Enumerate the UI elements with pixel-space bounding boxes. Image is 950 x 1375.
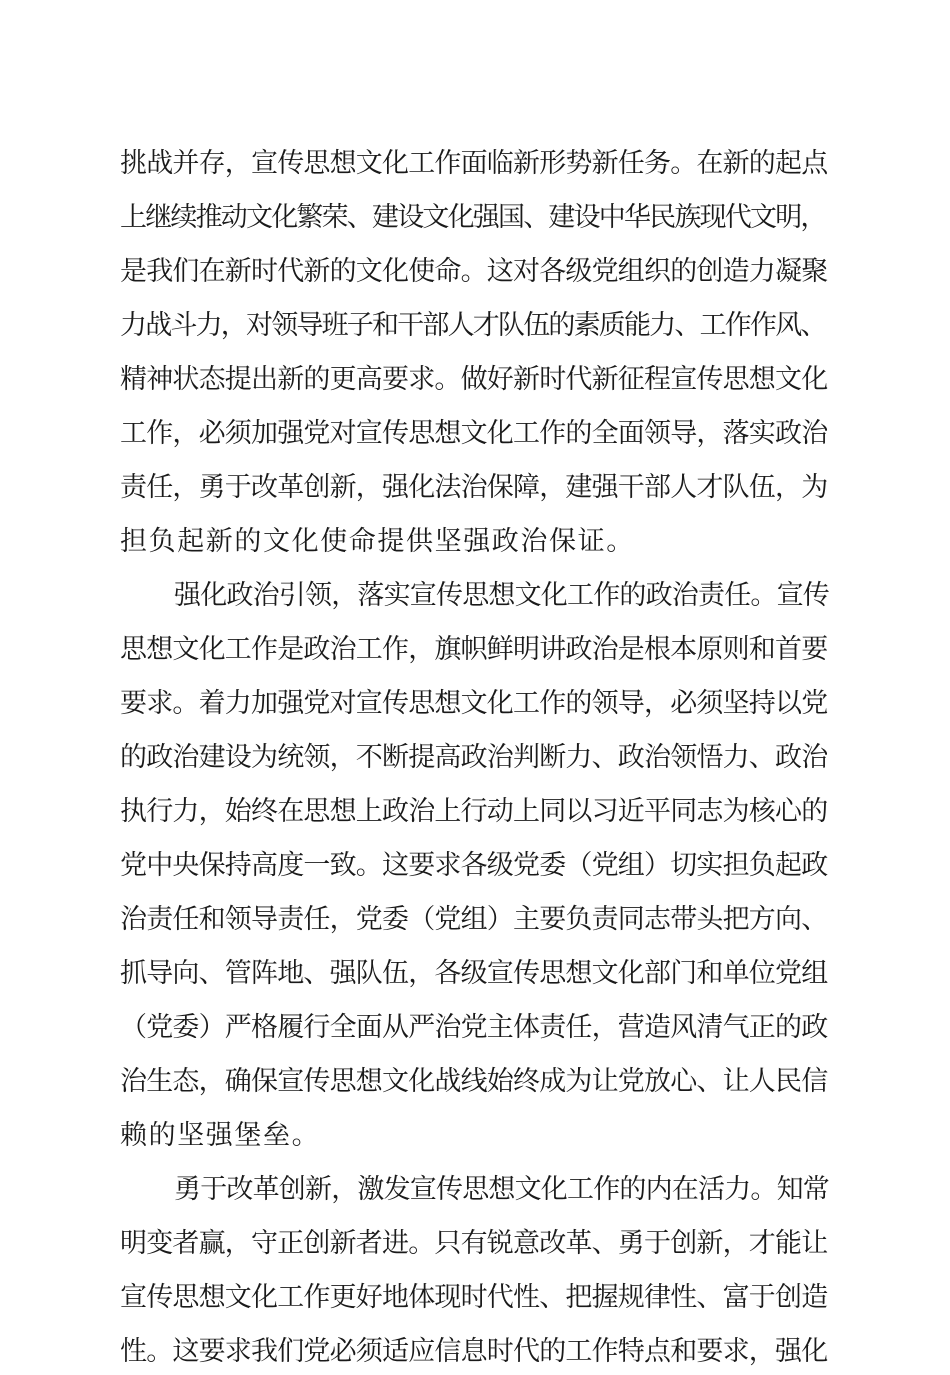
text-line: 赖的坚强堡垒。: [120, 1120, 321, 1151]
text-line: 要求。着力加强党对宣传思想文化工作的领导，必须坚持以党: [120, 688, 828, 719]
text-line: 挑战并存，宣传思想文化工作面临新形势新任务。在新的起点: [120, 148, 828, 179]
text-line: 责任，勇于改革创新，强化法治保障，建强干部人才队伍，为: [120, 472, 828, 503]
text-line: 是我们在新时代新的文化使命。这对各级党组织的创造力凝聚: [120, 256, 828, 287]
text-line: 治生态，确保宣传思想文化战线始终成为让党放心、让人民信: [120, 1066, 828, 1097]
text-line: 勇于改革创新，激发宣传思想文化工作的内在活力。知常: [174, 1174, 829, 1205]
text-line: 力战斗力，对领导班子和干部人才队伍的素质能力、工作作风、: [120, 310, 826, 341]
text-line: 强化政治引领，落实宣传思想文化工作的政治责任。宣传: [174, 580, 829, 611]
text-line: 工作，必须加强党对宣传思想文化工作的全面领导，落实政治: [120, 418, 828, 449]
text-line: 明变者赢，守正创新者进。只有锐意改革、勇于创新，才能让: [120, 1228, 828, 1259]
text-line: 担负起新的文化使命提供坚强政治保证。: [120, 526, 635, 557]
text-line: 精神状态提出新的更高要求。做好新时代新征程宣传思想文化: [120, 364, 828, 395]
text-line: 党中央保持高度一致。这要求各级党委（党组）切实担负起政: [120, 850, 828, 881]
text-line: 宣传思想文化工作更好地体现时代性、把握规律性、富于创造: [120, 1282, 828, 1313]
text-line: 执行力，始终在思想上政治上行动上同以习近平同志为核心的: [120, 796, 828, 827]
text-line: （党委）严格履行全面从严治党主体责任，营造风清气正的政: [120, 1012, 828, 1043]
text-line: 治责任和领导责任，党委（党组）主要负责同志带头把方向、: [120, 904, 828, 935]
text-line: 上继续推动文化繁荣、建设文化强国、建设中华民族现代文明，: [120, 202, 826, 233]
text-line: 性。这要求我们党必须适应信息时代的工作特点和要求，强化: [120, 1336, 828, 1367]
text-line: 抓导向、管阵地、强队伍，各级宣传思想文化部门和单位党组: [120, 958, 828, 989]
text-line: 的政治建设为统领，不断提高政治判断力、政治领悟力、政治: [120, 742, 828, 773]
text-line: 思想文化工作是政治工作，旗帜鲜明讲政治是根本原则和首要: [120, 634, 828, 665]
